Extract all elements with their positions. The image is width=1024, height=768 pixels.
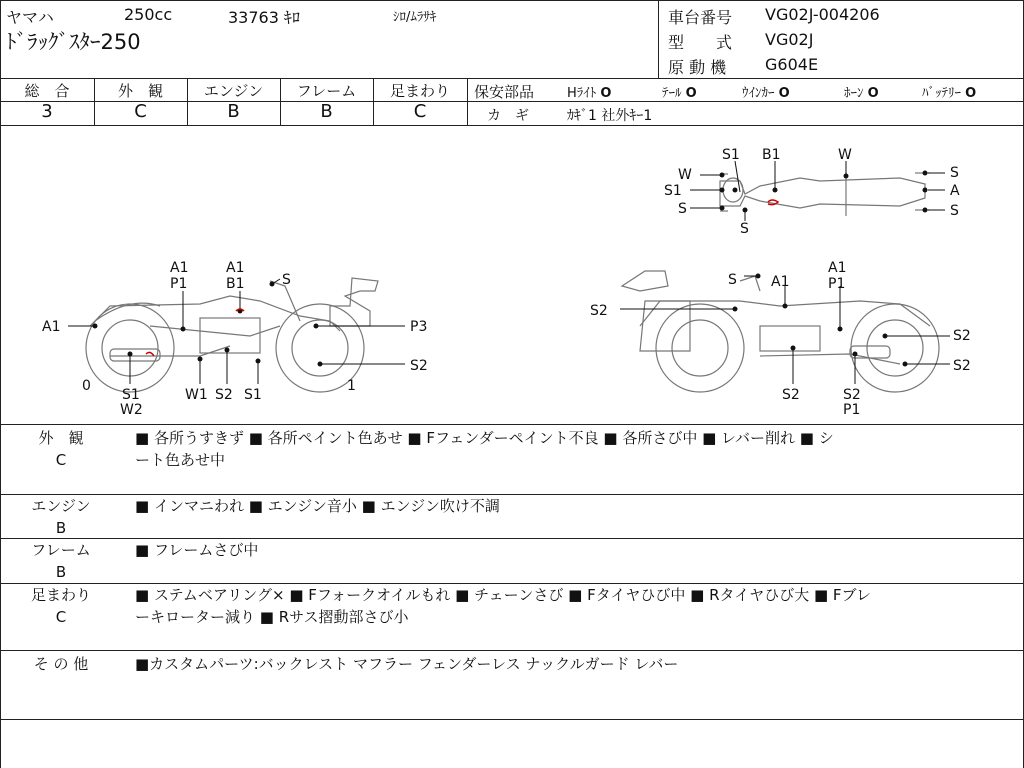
left-label-p3: P3 bbox=[410, 319, 428, 335]
frame-grade-value: B bbox=[320, 101, 333, 122]
safety-label: 保安部品 bbox=[474, 83, 535, 101]
safety-item-horn: ﾎｰﾝ O bbox=[844, 86, 879, 101]
exterior-label: 外 観 bbox=[117, 82, 163, 100]
frame-grade-label: フレーム bbox=[296, 82, 357, 100]
remark-other-label: そ の 他 bbox=[33, 655, 89, 673]
top-label-w-left: W bbox=[678, 167, 692, 183]
displacement: 250cc bbox=[124, 5, 173, 24]
remark-exterior-text: ■ 各所うすきず ■ 各所ペイント色あせ ■ Fフェンダーペイント不良 ■ 各所さび中 ■ レバー削れ ■ シ ート色あせ中 bbox=[135, 429, 834, 469]
top-label-s-left: S bbox=[678, 201, 687, 217]
left-label-0: 0 bbox=[82, 378, 91, 394]
overall-value: 3 bbox=[41, 101, 53, 122]
grade-sep-5 bbox=[467, 78, 468, 125]
left-label-b1: B1 bbox=[226, 276, 245, 292]
left-label-s1: S1 bbox=[122, 387, 140, 403]
header-divider bbox=[658, 0, 659, 78]
remark-engine-text: ■ インマニわれ ■ エンジン音小 ■ エンジン吹け不調 bbox=[135, 497, 500, 515]
right-label-p1-bottom: P1 bbox=[843, 402, 861, 418]
remark-chassis-label: 足まわり C bbox=[30, 586, 91, 626]
model-name: ﾄﾞﾗｯｸﾞｽﾀｰ250 bbox=[6, 30, 141, 54]
remark-frame-label: フレーム B bbox=[31, 541, 91, 581]
chassis-grade-label: 足まわり bbox=[389, 82, 450, 100]
safety-mid-line bbox=[467, 101, 1024, 102]
left-label-s: S bbox=[282, 272, 291, 288]
left-label-p1: P1 bbox=[170, 276, 188, 292]
remark-frame-text: ■ フレームさび中 bbox=[135, 541, 259, 559]
remark-line-5 bbox=[0, 719, 1024, 720]
type-value: VG02J bbox=[765, 30, 814, 49]
right-label-s2-bottom-left: S2 bbox=[782, 387, 800, 403]
right-label-s2-lower: S2 bbox=[953, 358, 971, 374]
color: ｼﾛ/ﾑﾗｻｷ bbox=[393, 10, 437, 25]
top-label-s1-left: S1 bbox=[664, 183, 682, 199]
engine-grade-label: エンジン bbox=[203, 82, 264, 100]
right-label-a1-top: A1 bbox=[828, 260, 847, 276]
left-label-w1: W1 bbox=[185, 387, 208, 403]
top-label-b1: B1 bbox=[762, 147, 781, 163]
chassis-grade-value: C bbox=[413, 101, 427, 122]
remark-chassis-text: ■ ステムベアリング× ■ Fフォークオイルもれ ■ チェーンさび ■ Fタイヤひび中 ■ Rタイヤひび大 ■ Fブレ ーキローター減り ■ Rサス摺動部さび小 bbox=[135, 586, 871, 626]
engine-type-label: 原 動 機 bbox=[668, 58, 727, 77]
right-label-s2-bottom-right: S2 bbox=[843, 387, 861, 403]
safety-item-tail: ﾃｰﾙ O bbox=[662, 86, 697, 101]
diagram-bottom-line bbox=[0, 424, 1024, 425]
frame-number-value: VG02J-004206 bbox=[765, 5, 880, 24]
right-label-a1: A1 bbox=[771, 274, 790, 290]
right-label-s2-upper: S2 bbox=[953, 328, 971, 344]
left-label-a1-mid: A1 bbox=[226, 260, 245, 276]
safety-item-battery: ﾊﾞｯﾃﾘｰ O bbox=[922, 86, 977, 101]
remark-line-4 bbox=[0, 650, 1024, 651]
right-label-s: S bbox=[728, 272, 737, 288]
overall-label: 総 合 bbox=[24, 82, 70, 100]
maker: ヤマハ bbox=[6, 8, 54, 27]
top-label-s-bottom: S bbox=[740, 221, 749, 237]
remark-engine-label: エンジン B bbox=[31, 497, 91, 537]
mileage: 33763 ｷﾛ bbox=[228, 8, 300, 27]
top-label-s1: S1 bbox=[722, 147, 740, 163]
left-label-s2-bottom: S2 bbox=[215, 387, 233, 403]
left-label-s2: S2 bbox=[410, 358, 428, 374]
exterior-value: C bbox=[134, 101, 147, 122]
safety-item-winker: ｳｲﾝｶｰ O bbox=[742, 86, 790, 101]
top-label-s-right-top: S bbox=[950, 165, 959, 181]
frame-top bbox=[0, 0, 1024, 1]
left-label-1: 1 bbox=[347, 378, 356, 394]
left-label-a1: A1 bbox=[42, 319, 61, 335]
right-label-s2-left: S2 bbox=[590, 303, 608, 319]
top-label-s-right-bottom: S bbox=[950, 203, 959, 219]
condition-diagram bbox=[0, 126, 1024, 424]
left-label-w2: W2 bbox=[120, 402, 143, 418]
safety-item-headlight: Hﾗｲﾄ O bbox=[567, 86, 612, 101]
remark-other-text: ■カスタムパーツ:バックレスト マフラー フェンダーレス ナックルガード レバー bbox=[135, 655, 679, 673]
key-value: ｶｷﾞ1 社外ｷｰ1 bbox=[567, 108, 653, 124]
top-view-bike bbox=[720, 172, 930, 216]
engine-type-value: G604E bbox=[765, 55, 819, 74]
right-label-p1: P1 bbox=[828, 276, 846, 292]
type-label: 型 式 bbox=[668, 33, 733, 52]
top-label-w-center: W bbox=[838, 147, 852, 163]
frame-number-label: 車台番号 bbox=[668, 8, 733, 27]
engine-grade-value: B bbox=[227, 101, 240, 122]
grade-top-line bbox=[0, 78, 1024, 79]
top-label-a-right: A bbox=[950, 183, 960, 199]
left-label-a1-top: A1 bbox=[170, 260, 189, 276]
key-label: カ ギ bbox=[487, 108, 529, 124]
remark-exterior-label: 外 観 C bbox=[38, 429, 84, 469]
left-label-s1-bottom: S1 bbox=[244, 387, 262, 403]
